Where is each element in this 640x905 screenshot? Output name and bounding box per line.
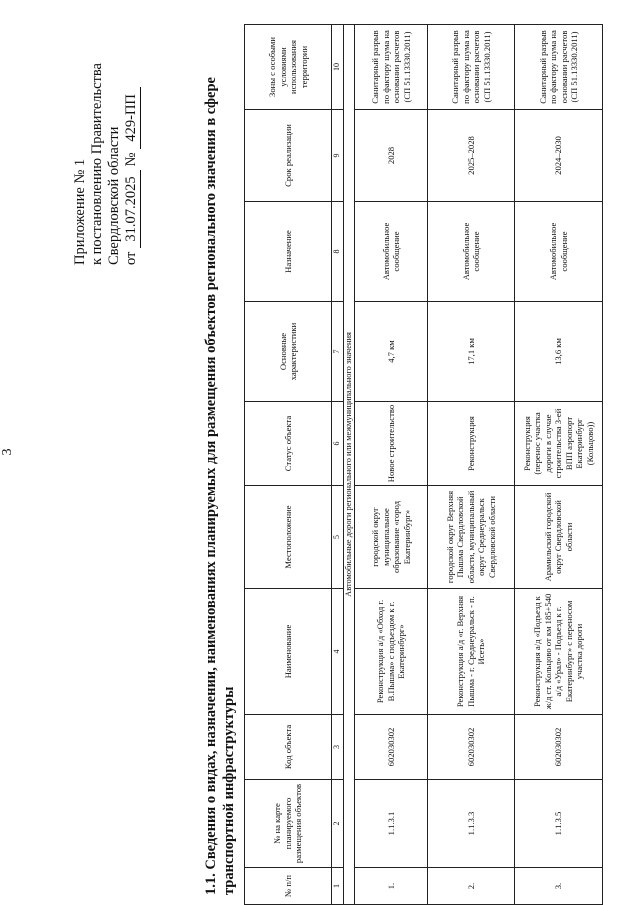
table-cell: 2028 [355,110,428,202]
section-title: Автомобильные дороги регионального или межмуниципального значения [343,25,355,905]
table-cell: Автомобильное сообщение [515,202,603,302]
table-cell: городской округ Верхняя Пышма Свердловской области, муниципальный округ Среднеуральск Свердловской области [428,486,515,589]
column-number: 2 [332,780,344,868]
table-cell: городской округ муниципальное образование «город Екатеринбург» [355,486,428,589]
table-cell: 17,1 км [428,302,515,402]
header-cell: Статус объекта [245,402,332,486]
column-number: 5 [332,486,344,589]
column-number: 1 [332,868,344,905]
header-cell: Зоны с особыми условиями использования территории [245,25,332,110]
header-cell: Срок реализации [245,110,332,202]
header-cell: Наименование [245,589,332,715]
decree-number: 429-ПП [123,87,141,149]
table-cell: 2025–2028 [428,110,515,202]
header-cell: Код объекта [245,715,332,780]
table-cell: 13,6 км [515,302,603,402]
column-number: 7 [332,302,344,402]
table-cell: Реконструкция [428,402,515,486]
page-number: 3 [0,448,15,456]
header-cell: № п/п [245,868,332,905]
table-row [355,25,428,905]
table-cell: 1.1.3.1 [355,780,428,868]
from-label: от [123,251,139,265]
table-cell: 1. [355,868,428,905]
table-cell: Реконструкция (перенос участка дороги в случае строительства 3-ей ВПП аэропорт Екатеринбург (Кольцово)) [515,402,603,486]
table-cell: 2. [428,868,515,905]
number-label: № [123,152,139,167]
table-cell: Автомобильное сообщение [355,202,428,302]
header-cell: № на карте планируемого размещения объектов [245,780,332,868]
table-cell: Новое строительство [355,402,428,486]
objects-table [244,24,603,905]
table-cell: Реконструкция а/д «Обход г. В.Пышма» с подъездом к г. Екатеринбург» [355,589,428,715]
table-cell: 3. [515,868,603,905]
table-cell: Санитарный разрыв по фактору шума на основании расчетов (СП 51.13330.2011) [428,25,515,110]
table-row [428,25,515,905]
table-cell: Санитарный разрыв по фактору шума на основании расчетов (СП 51.13330.2011) [515,25,603,110]
header-cell: Местоположение [245,486,332,589]
table-cell: 2024–2030 [515,110,603,202]
appendix-title: Приложение № 1 [72,158,88,265]
table-row [515,25,603,905]
table-cell: 602030302 [355,715,428,780]
column-number: 6 [332,402,344,486]
appendix-block [72,25,141,265]
appendix-line-3: Свердловской области [106,126,122,265]
table-cell: 4,7 км [355,302,428,402]
table-cell: Автомобильное сообщение [428,202,515,302]
table-cell: Реконструкция а/д «г. Верхняя Пышма - г. Среднеуральск - п. Исеть» [428,589,515,715]
table-cell: 1.1.3.5 [515,780,603,868]
header-cell: Назначение [245,202,332,302]
column-number: 10 [332,25,344,110]
appendix-line-2: к постановлению Правительства [89,63,105,265]
column-number-row [332,25,344,905]
appendix-date-line [123,25,141,265]
header-cell: Основные характеристики [245,302,332,402]
table-cell: Арамильский городской округ Свердловской области [515,486,603,589]
section-heading: 1.1. Сведения о видах, назначении, наименованиях планируемых для размещения объектов регионального значения в сфере транспортной инфраструктуры [203,77,237,895]
column-number: 8 [332,202,344,302]
table-cell: 602030302 [515,715,603,780]
column-number: 4 [332,589,344,715]
column-number: 9 [332,110,344,202]
column-number: 3 [332,715,344,780]
table-cell: 602030302 [428,715,515,780]
section-row [343,25,355,905]
table-cell: Реконструкция а/д «Подъезд к ж/д ст. Кольцово от км 185+540 а/д «Урал» - Подъезд к г. Екатеринбург» с переносом участка дороги [515,589,603,715]
table-cell: 1.1.3.3 [428,780,515,868]
decree-date: 31.07.2025 [123,170,141,248]
table-cell: Санитарный разрыв по фактору шума на основании расчетов (СП 51.13330.2011) [355,25,428,110]
header-row [245,25,332,905]
